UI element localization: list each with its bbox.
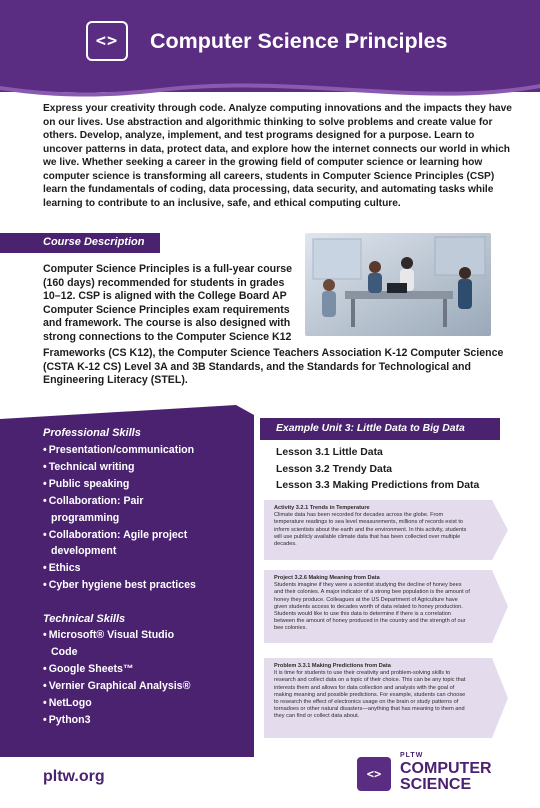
- problem-card: [264, 658, 492, 738]
- project-body: Students imagine if they were a scientist studying the decline of honey bees and their colonies. A major indicator of a strong bee population is the amount of honey they produce. Colleagues at the US Department of Agriculture have given students access to decades worth of data related to honey production. Students would like to use this data to determine if there is a correlation between the amount of honey produced in the country and the strength of our bee colonies.: [274, 582, 470, 632]
- activity-body: Climate data has been recorded for decades across the globe. From temperature readings to sea level measurements, millions of records exist to inform scientists about the earth and the environment. In this activity, students will use publicly available climate data that has been collected over multiple decades.: [274, 512, 467, 548]
- list-item: • Ethics: [43, 560, 243, 577]
- example-unit-title: Example Unit 3: Little Data to Big Data: [260, 418, 500, 440]
- page-title: Computer Science Principles: [150, 29, 448, 53]
- list-item: • Cyber hygiene best practices: [43, 577, 243, 594]
- list-item: • Presentation/communication: [43, 442, 243, 459]
- list-item: • NetLogo: [43, 695, 243, 712]
- pltw-label: PLTW: [400, 752, 424, 759]
- header-wave: [0, 62, 540, 106]
- website-link[interactable]: pltw.org: [43, 768, 105, 785]
- pltw-logo-icon: <>: [357, 757, 391, 791]
- project-card: [264, 570, 492, 643]
- chevron-right-icon: [484, 500, 508, 560]
- list-item: • Public speaking: [43, 476, 243, 493]
- list-item: • Vernier Graphical Analysis®: [43, 678, 243, 695]
- list-item: • Python3: [43, 712, 243, 729]
- list-item: • Google Sheets™: [43, 661, 243, 678]
- technical-skills-heading: Technical Skills: [43, 613, 126, 625]
- problem-heading: Problem 3.3.1 Making Predictions from Data: [274, 663, 391, 669]
- course-description-text-continued: Frameworks (CS K12), the Computer Science Teachers Association K-12 Computer Science (CSTA K-12 CS) Level 3A and 3B Standards, and the Standards for Technological and Engineering Literacy (STEL).: [43, 347, 504, 387]
- lesson-item: Lesson 3.1 Little Data: [276, 447, 383, 458]
- course-description-text: Computer Science Principles is a full-year course (160 days) recommended for students in grades 10–12. CSP is aligned with the College Board AP Computer Science Principles exam requirements and framework. The course is also designed with strong connections to the Computer Science K12: [43, 263, 293, 343]
- problem-body: It is time for students to use their creativity and problem-solving skills to research and collect data on a topic of their choice. This can be any topic that interests them and allows for data collection and analysis with the goal of making meaning and possible predictions. For example, students can choose to research the effect of electronics usage on the brain or study patterns of tornadoes or other natural disasters—anything that has meaning to them and they can find or collect data about.: [274, 670, 466, 720]
- course-description-tag: Course Description: [0, 233, 160, 253]
- list-item: • Collaboration: Pair programming: [43, 493, 243, 527]
- list-item: • Technical writing: [43, 459, 243, 476]
- lesson-item: Lesson 3.3 Making Predictions from Data: [276, 480, 480, 491]
- lesson-item: Lesson 3.2 Trendy Data: [276, 464, 393, 475]
- chevron-right-icon: [484, 658, 508, 738]
- brand-logo-icon: <>: [86, 21, 128, 61]
- project-heading: Project 3.2.6 Making Meaning from Data: [274, 575, 380, 581]
- intro-paragraph: Express your creativity through code. Analyze computing innovations and the impacts they have on our lives. Use abstraction and algorithmic thinking to solve problems and create value for others. Develop, analyze, implement, and test programs designed for a purpose. Learn to uncover patterns in data, protect data, and explore how the internet connects our world in which we live. Whether seeking a career in the growing field of computer science or learning how computer science is transforming all careers, students in Computer Science Principles (CSP) learn the fundamentals of coding, data processing, data security, and automating tasks while learning to contribute to an inclusive, safe, and ethical computing culture.: [43, 103, 512, 209]
- activity-heading: Activity 3.2.1 Trends in Temperature: [274, 505, 370, 511]
- technical-skills-list: [43, 627, 243, 728]
- list-item: • Microsoft® Visual Studio Code: [43, 627, 243, 661]
- chevron-right-icon: [484, 570, 508, 643]
- classroom-photo: [305, 233, 491, 336]
- brand-computer: COMPUTER: [400, 760, 492, 777]
- list-item: • Collaboration: Agile project development: [43, 527, 243, 561]
- activity-card: [264, 500, 492, 560]
- professional-skills-heading: Professional Skills: [43, 427, 141, 439]
- professional-skills-list: [43, 442, 243, 594]
- brand-science: SCIENCE: [400, 776, 472, 793]
